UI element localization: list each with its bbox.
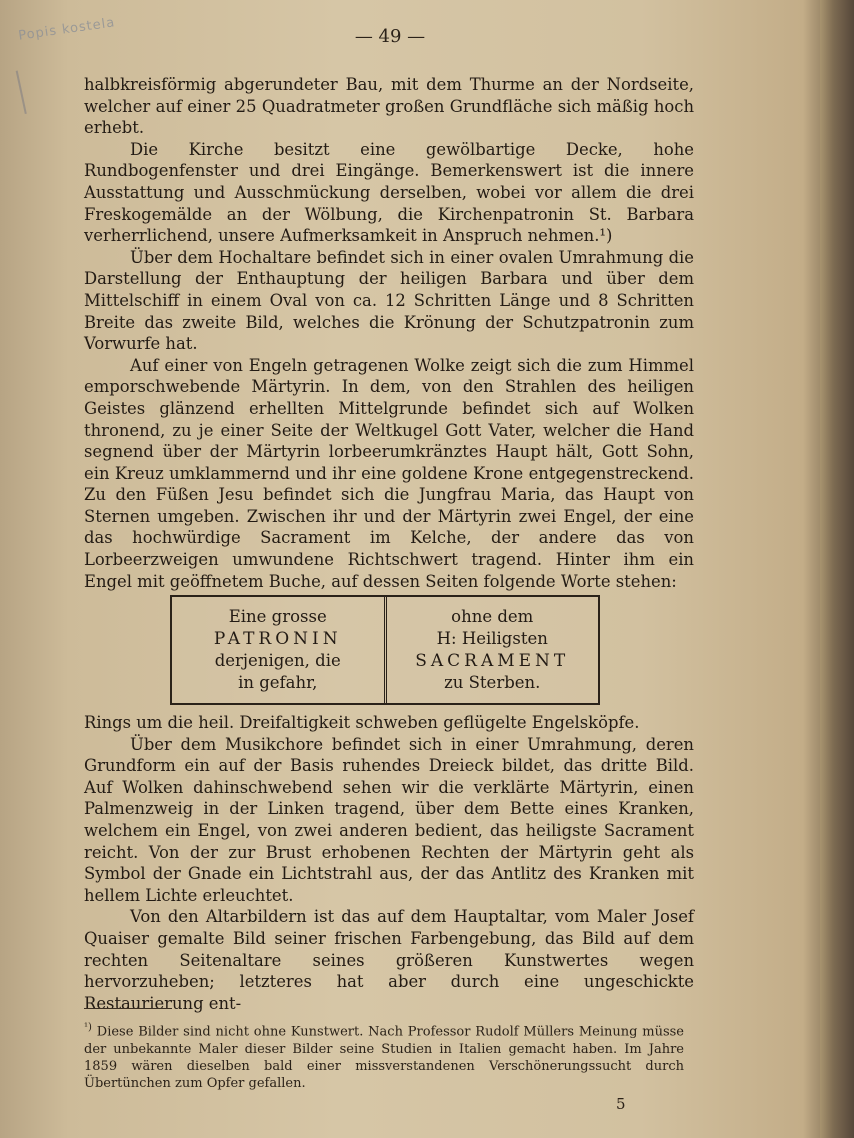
paragraph: Auf einer von Engeln getragenen Wolke zeigt sich die zum Himmel emporschwebende Märtyrin. In dem, von den Strahlen des heiligen Geistes glänzend erhellten Mittelgrunde befindet sich auf Wolken thronend, zu je einer Seite der Weltkugel Gott Vater, welcher die Hand segnend über der Märtyrin lorbeerumkränztes Haupt hält, Gott Sohn, ein Kreuz umklammernd und ihr eine goldene Krone entgegenstreckend. Zu den Füßen Jesu befindet sich die Jungfrau Maria, das Haupt von Sternen umgeben. Zwischen ihr und der Märtyrin zwei Engel, der eine das hochwürdige Sacrament im Kelche, der andere das von Lorbeerzweigen umwundene Richtschwert tragend. Hinter ihm ein Engel mit geöffnetem Buche, auf dessen Seiten folgende Worte stehen: xyxy=(84,355,694,591)
pencil-margin-note: Popis kostela xyxy=(17,15,117,44)
footnote-rule xyxy=(84,1008,172,1009)
inscription-box xyxy=(170,595,600,705)
page-number: — 49 — xyxy=(354,26,426,47)
inscription-line: zu Sterben. xyxy=(444,673,541,692)
inscription-line: H: Heiligsten xyxy=(436,629,548,648)
inscription-right xyxy=(387,597,599,703)
paragraph: Von den Altarbildern ist das auf dem Hauptaltar, vom Maler Josef Quaiser gemalte Bild seiner frischen Farbengebung, das Bild auf dem rechten Seitenaltare seines größeren Kunstwertes wegen hervorzuheben; letzteres hat aber durch eine ungeschickte Restaurierung ent- xyxy=(84,907,694,1013)
paragraph: halbkreisförmig abgerundeter Bau, mit dem Thurme an der Nordseite, welcher auf einer 25 Quadratmeter großen Grundfläche sich mäßig hoch erhebt. xyxy=(84,75,694,138)
paragraph: Über dem Musikchore befindet sich in einer Umrahmung, deren Grundform ein auf der Basis ruhendes Dreieck bildet, das dritte Bild. Auf Wolken dahinschwebend sehen wir die verklärte Märtyrin, einen Palmenzweig in der Linken tragend, über dem Bette eines Kranken, welchem ein Engel, von zwei anderen bedient, das heiligste Sacrament reicht. Von der zur Brust erhobenen Rechten der Märtyrin geht als Symbol der Gnade ein Lichtstrahl aus, der das Antlitz des Kranken mit hellem Lichte erleuchtet. xyxy=(84,734,694,905)
inscription-line: Eine grosse xyxy=(228,607,327,626)
footnote-mark: ¹) xyxy=(84,1022,92,1033)
signature-mark: 5 xyxy=(616,1095,626,1113)
body-text-lower xyxy=(84,712,694,1014)
inscription-line: PATRONIN xyxy=(213,629,342,649)
paragraph: Rings um die heil. Dreifaltigkeit schweben geflügelte Engelsköpfe. xyxy=(84,713,640,732)
footnote-text: Diese Bilder sind nicht ohne Kunstwert. Nach Professor Rudolf Müllers Meinung müsse der unbekannte Maler dieser Bilder seine Studien in Italien gemacht haben. Im Jahre 1859 wären dieselben bald einer missverstandenen Verschönerungssucht durch Übertünchen zum Opfer gefallen. xyxy=(84,1024,684,1091)
inscription-line: SACRAMENT xyxy=(415,651,570,671)
body-text-upper xyxy=(84,74,694,592)
paragraph: Die Kirche besitzt eine gewölbartige Decke, hohe Rundbogenfenster und drei Eingänge. Bemerkenswert ist die innere Ausstattung und Ausschmückung derselben, wobei vor allem die drei Freskogemälde an der Wölbung, die Kirchenpatronin St. Barbara verherrlichend, unsere Aufmerksamkeit in Anspruch nehmen.¹) xyxy=(84,139,694,246)
inscription-line: derjenigen, die xyxy=(214,651,341,670)
paragraph: Über dem Hochaltare befindet sich in einer ovalen Umrahmung die Darstellung der Enthauptung der heiligen Barbara und über dem Mittelschiff in einem Oval von ca. 12 Schritten Länge und 8 Schritten Breite das zweite Bild, welches die Krönung der Schutzpatronin zum Vorwurfe hat. xyxy=(84,247,694,354)
inscription-line: in gefahr, xyxy=(238,673,318,692)
footnote xyxy=(84,1019,684,1092)
inscription-line: ohne dem xyxy=(451,607,534,626)
inscription-left xyxy=(172,597,387,703)
next-page-edge xyxy=(820,0,854,1138)
